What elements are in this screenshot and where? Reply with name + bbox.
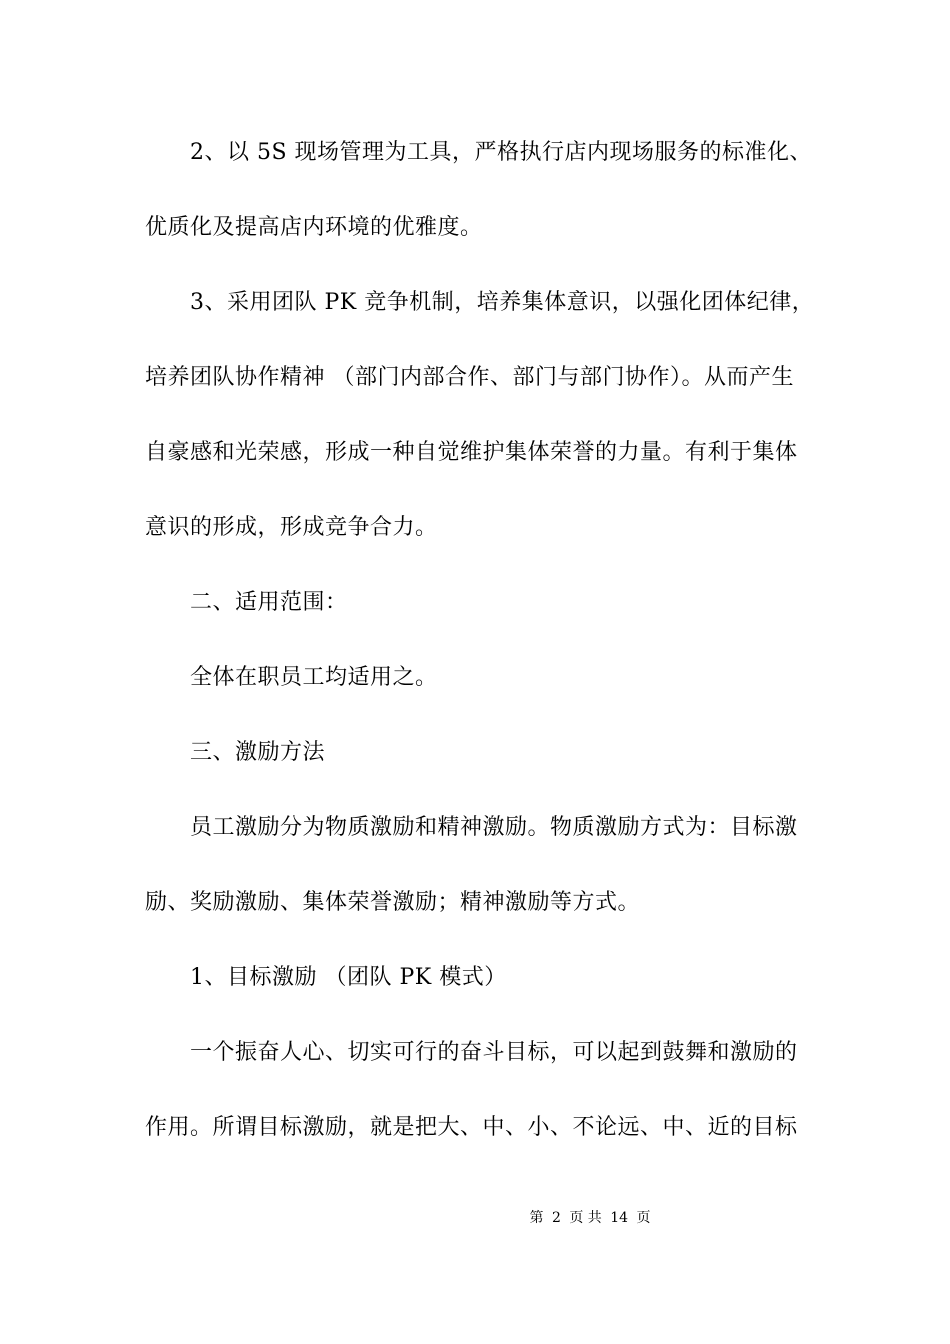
footer-prefix: 第 (529, 1210, 544, 1226)
paragraph-line: 励、奖励激励、集体荣誉激励；精神激励等方式。 (145, 890, 641, 915)
paragraph-line: 全体在职员工均适用之。 (190, 665, 438, 690)
paragraph-line: 2、以 5S 现场管理为工具，严格执行店内现场服务的标准化、 (190, 140, 813, 165)
paragraph-line: 作用。所谓目标激励，就是把大、中、小、不论远、中、近的目标 (145, 1115, 798, 1140)
section-heading: 三、激励方法 (190, 740, 326, 765)
subsection-heading: 1、目标激励 （团队 PK 模式） (190, 965, 507, 990)
paragraph-line: 意识的形成，形成竞争合力。 (145, 515, 438, 540)
footer-page-number: 2 (551, 1210, 561, 1226)
footer-suffix: 页 (636, 1210, 651, 1226)
paragraph-line: 优质化及提高店内环境的优雅度。 (145, 215, 483, 240)
paragraph-line: 员工激励分为物质激励和精神激励。物质激励方式为：目标激 (190, 815, 798, 840)
paragraph-line: 培养团队协作精神 （部门内部合作、部门与部门协作）。从而产生 (145, 365, 794, 390)
paragraph-line: 一个振奋人心、切实可行的奋斗目标，可以起到鼓舞和激励的 (190, 1040, 798, 1065)
paragraph-line: 3、采用团队 PK 竞争机制，培养集体意识，以强化团体纪律， (190, 290, 815, 315)
footer-middle: 页 共 (569, 1210, 602, 1226)
page-footer (0, 1208, 950, 1228)
footer-total-pages: 14 (610, 1210, 629, 1226)
paragraph-line: 自豪感和光荣感，形成一种自觉维护集体荣誉的力量。有利于集体 (145, 440, 798, 465)
section-heading: 二、适用范围： (190, 590, 348, 615)
